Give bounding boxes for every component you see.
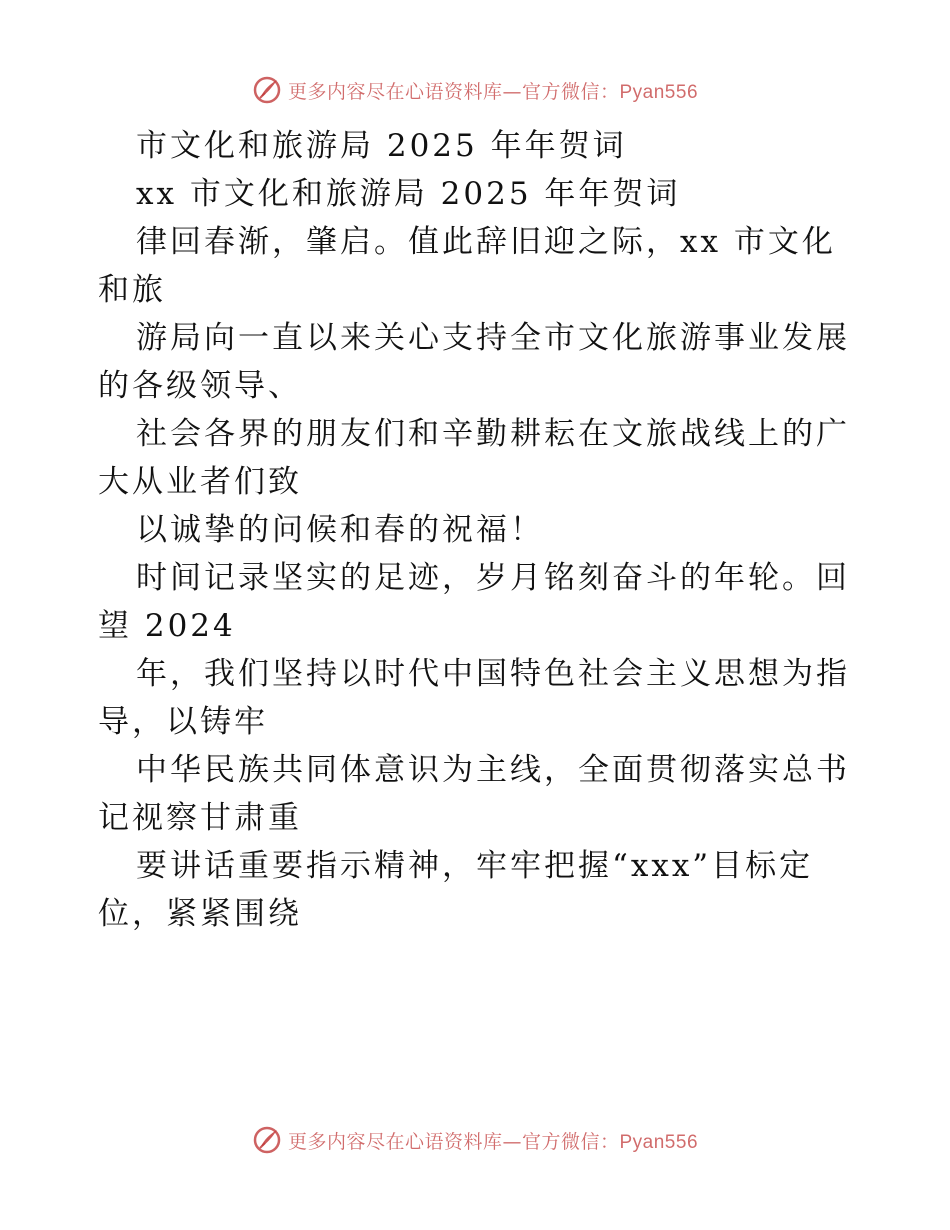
watermark-banner-bottom — [0, 1120, 950, 1160]
doc-line: xx 市文化和旅游局 2025 年年贺词 — [136, 176, 681, 212]
doc-line: 以诚挚的问候和春的祝福！ — [136, 512, 544, 548]
document-body — [98, 122, 858, 938]
doc-line: 律回春渐，肇启。值此辞旧迎之际，xx 市文化 — [136, 224, 836, 260]
doc-line: 游局向一直以来关心支持全市文化旅游事业发展 — [136, 320, 850, 356]
doc-line: 市文化和旅游局 2025 年年贺词 — [136, 128, 627, 164]
watermark-banner-top — [0, 70, 950, 110]
doc-line: 社会各界的朋友们和辛勤耕耘在文旅战线上的广 — [136, 416, 850, 452]
watermark-text: 更多内容尽在心语资料库—官方微信：Pyan556 — [287, 80, 699, 103]
doc-line: 导，以铸牢 — [98, 704, 268, 740]
watermark-handle: Pyan556 — [619, 81, 699, 103]
doc-line: 要讲话重要指示精神，牢牢把握“xxx”目标定 — [136, 848, 814, 884]
doc-line: 年，我们坚持以时代中国特色社会主义思想为指 — [136, 656, 850, 692]
feather-seal-icon — [252, 1125, 282, 1155]
doc-line: 位，紧紧围绕 — [98, 896, 302, 932]
doc-line: 望 2024 — [98, 608, 236, 644]
doc-line: 时间记录坚实的足迹，岁月铭刻奋斗的年轮。回 — [136, 560, 850, 596]
doc-line: 和旅 — [98, 272, 166, 308]
doc-line: 的各级领导、 — [98, 368, 302, 404]
doc-line: 大从业者们致 — [98, 464, 302, 500]
doc-line: 记视察甘肃重 — [98, 800, 302, 836]
feather-seal-icon — [252, 75, 282, 105]
doc-line: 中华民族共同体意识为主线，全面贯彻落实总书 — [136, 752, 850, 788]
watermark-text: 更多内容尽在心语资料库—官方微信：Pyan556 — [287, 1130, 699, 1153]
watermark-handle: Pyan556 — [619, 1131, 699, 1153]
